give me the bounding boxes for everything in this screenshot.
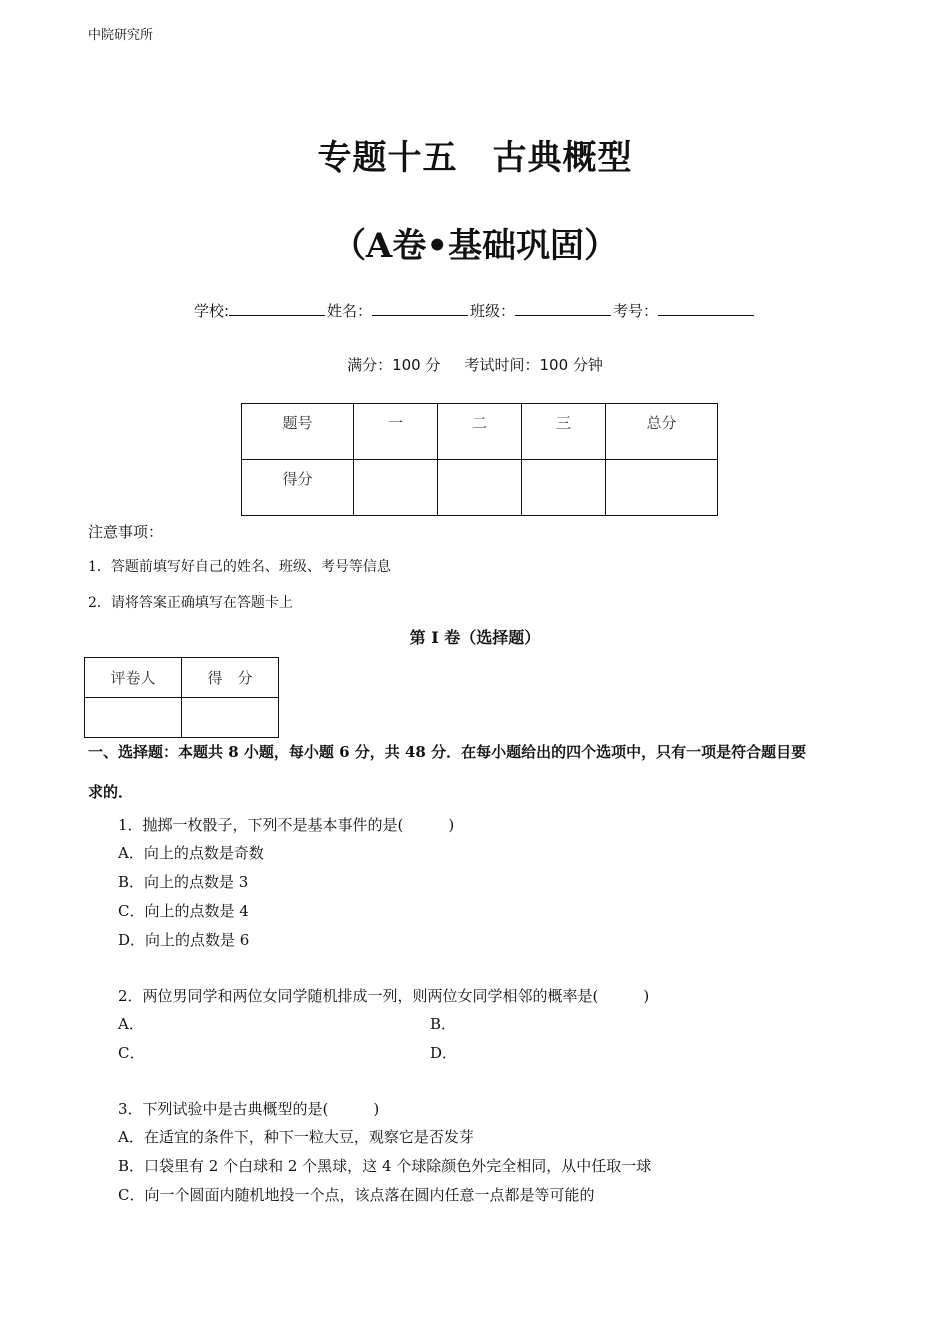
question-option: A．在适宜的条件下，种下一粒大豆，观察它是否发芽	[118, 1128, 474, 1146]
question-option: C．	[118, 1044, 145, 1062]
part1-instruction: 一、选择题：本题共 8 小题，每小题 6 分，共 48 分．在每小题给出的四个选项中，只有一项是符合题目要	[88, 743, 807, 761]
grader-body-row	[85, 698, 279, 738]
document-title: 专题十五 古典概型	[317, 138, 633, 178]
section-title: 第 I 卷（选择题）	[409, 628, 541, 647]
question-stem: 3．下列试验中是古典概型的是( )	[118, 1100, 380, 1118]
question-option: C．向一个圆面内随机地投一个点，该点落在圆内任意一点都是等可能的	[118, 1186, 595, 1204]
score-cell[interactable]	[522, 460, 606, 516]
score-cell[interactable]	[438, 460, 522, 516]
header-organization: 中院研究所	[88, 28, 154, 43]
score-table-score-row	[242, 460, 718, 516]
question-option: D．向上的点数是 6	[118, 931, 250, 949]
notes-title: 注意事项：	[88, 523, 164, 541]
class-blank[interactable]	[515, 301, 611, 316]
score-label: 得 分	[182, 658, 279, 698]
grader-score-cell[interactable]	[182, 698, 279, 738]
name-label: 姓名：	[327, 302, 373, 320]
question-option: B．口袋里有 2 个白球和 2 个黑球，这 4 个球除颜色外完全相同，从中任取一球	[118, 1157, 652, 1175]
school-blank[interactable]	[229, 301, 325, 316]
part1-instruction-cont: 求的．	[88, 783, 134, 801]
question-option: D．	[430, 1044, 458, 1062]
grader-table	[84, 657, 279, 738]
question-option: B．	[430, 1015, 457, 1033]
score-table-header: 二	[438, 404, 522, 460]
question-stem: 2．两位男同学和两位女同学随机排成一列，则两位女同学相邻的概率是( )	[118, 987, 650, 1005]
score-info-line	[0, 354, 950, 375]
score-cell[interactable]	[606, 460, 718, 516]
school-label: 学校:	[193, 302, 229, 320]
question-option: C．向上的点数是 4	[118, 902, 249, 920]
exam-number-label: 考号：	[613, 302, 659, 320]
score-table-header-row	[242, 404, 718, 460]
full-marks: 满分：100 分	[347, 356, 441, 374]
name-blank[interactable]	[372, 301, 468, 316]
note-item: 2．请将答案正确填写在答题卡上	[88, 595, 293, 611]
score-table	[241, 403, 718, 516]
grader-header-row	[85, 658, 279, 698]
grader-label: 评卷人	[85, 658, 182, 698]
score-row-label: 得分	[242, 460, 354, 516]
score-table-header: 题号	[242, 404, 354, 460]
exam-number-blank[interactable]	[658, 301, 754, 316]
question-option: A．	[118, 1015, 144, 1033]
score-table-header: 三	[522, 404, 606, 460]
score-cell[interactable]	[354, 460, 438, 516]
question-stem: 1．抛掷一枚骰子，下列不是基本事件的是( )	[118, 816, 455, 834]
student-info-line	[0, 300, 950, 321]
grader-cell[interactable]	[85, 698, 182, 738]
question-option: B．向上的点数是 3	[118, 873, 249, 891]
exam-time: 考试时间：100 分钟	[464, 356, 603, 374]
score-table-header: 总分	[606, 404, 718, 460]
question-option: A．向上的点数是奇数	[118, 844, 264, 862]
document-subtitle: （A卷•基础巩固）	[331, 226, 619, 266]
note-item: 1．答题前填写好自己的姓名、班级、考号等信息	[88, 559, 391, 575]
score-table-header: 一	[354, 404, 438, 460]
class-label: 班级：	[470, 302, 516, 320]
